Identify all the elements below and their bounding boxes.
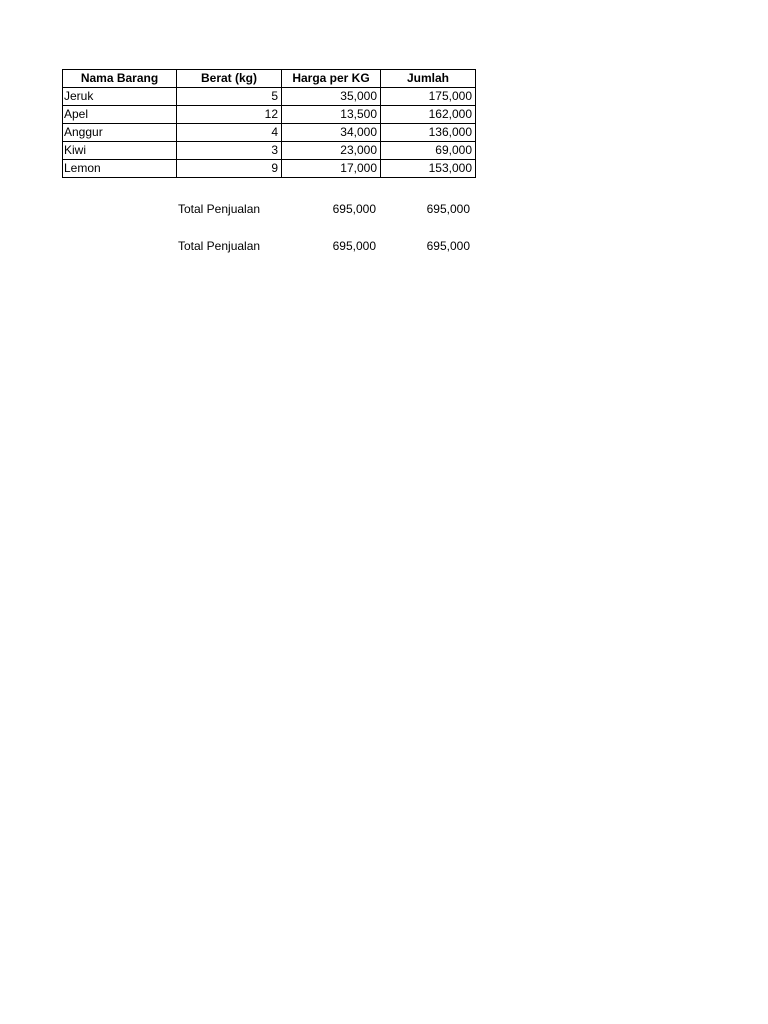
cell-jumlah[interactable]: 136,000 [381, 124, 476, 142]
total-harga-value[interactable]: 695,000 [332, 202, 376, 216]
table-row [63, 142, 476, 160]
total-row [62, 237, 475, 255]
total-jumlah-value[interactable]: 695,000 [426, 202, 470, 216]
table-row [63, 106, 476, 124]
cell-harga[interactable]: 23,000 [282, 142, 381, 160]
cell-harga[interactable]: 34,000 [282, 124, 381, 142]
cell-harga[interactable]: 35,000 [282, 88, 381, 106]
spreadsheet [62, 69, 476, 253]
table-row [63, 88, 476, 106]
cell-berat[interactable]: 5 [177, 88, 282, 106]
cell-jumlah[interactable]: 162,000 [381, 106, 476, 124]
cell-jumlah[interactable]: 69,000 [381, 142, 476, 160]
total-row [62, 200, 475, 218]
total-label[interactable]: Total Penjualan [178, 202, 261, 216]
cell-berat[interactable]: 12 [177, 106, 282, 124]
header-berat[interactable]: Berat (kg) [177, 70, 282, 88]
header-nama-barang[interactable]: Nama Barang [63, 70, 177, 88]
cell-nama-barang[interactable]: Lemon [63, 160, 177, 178]
total-harga-value[interactable]: 695,000 [332, 239, 376, 253]
total-jumlah-value[interactable]: 695,000 [426, 239, 470, 253]
cell-nama-barang[interactable]: Jeruk [63, 88, 177, 106]
table-row [63, 124, 476, 142]
cell-jumlah[interactable]: 153,000 [381, 160, 476, 178]
cell-berat[interactable]: 9 [177, 160, 282, 178]
cell-harga[interactable]: 13,500 [282, 106, 381, 124]
cell-berat[interactable]: 3 [177, 142, 282, 160]
cell-berat[interactable]: 4 [177, 124, 282, 142]
header-harga-per-kg[interactable]: Harga per KG [282, 70, 381, 88]
cell-nama-barang[interactable]: Anggur [63, 124, 177, 142]
cell-nama-barang[interactable]: Kiwi [63, 142, 177, 160]
table-row [63, 160, 476, 178]
sales-table [62, 69, 476, 178]
total-label[interactable]: Total Penjualan [178, 239, 261, 253]
header-jumlah[interactable]: Jumlah [381, 70, 476, 88]
table-header-row [63, 70, 476, 88]
cell-nama-barang[interactable]: Apel [63, 106, 177, 124]
cell-jumlah[interactable]: 175,000 [381, 88, 476, 106]
cell-harga[interactable]: 17,000 [282, 160, 381, 178]
